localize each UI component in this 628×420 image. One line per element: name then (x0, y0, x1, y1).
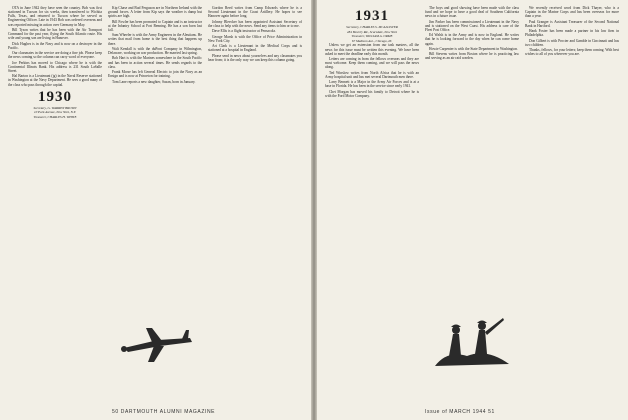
paragraph: Jim Parker has been commissioned a Lieutenant in the Navy and is stationed on the West Coast. His address is care of the Fleet Post Office. (425, 19, 519, 32)
paragraph: Bob Hart is with the Marines somewhere in the South Pacific and has been in action several times. He sends regards to the class. (108, 56, 202, 69)
secretary-line: Treasurer, CHARLES H. WHITE (33, 114, 77, 119)
paragraph: Hal Barton is a Lieutenant (jg) in the Naval Reserve stationed in Washington at the Navy Department. He sees a good many of the class who pass through the capital. (8, 74, 102, 87)
left-column-2 (108, 6, 202, 85)
paragraph: Tom Lane reports a new daughter, Susan, born in January. (112, 79, 196, 84)
airplane-illustration-icon (118, 318, 196, 370)
paragraph: Howie Carpenter is with the State Department in Washington. (429, 46, 518, 51)
class-year-heading: 1930 (38, 88, 72, 105)
secretary-line: 10 Park Avenue, New York, N.Y. (33, 110, 77, 115)
secretary-line: Treasurer, WILLIAM A. ORME (351, 34, 393, 39)
paragraph: Art Clark is a Lieutenant in the Medical Corps and is stationed at a hospital in England. (208, 44, 302, 53)
paragraph: Ted Winslow writes from North Africa that he is with an Army hospital unit and has met several Dartmouth men there. (325, 70, 419, 79)
soldiers-illustration-icon (427, 300, 513, 370)
paragraph: Please send in news about yourselves and any classmates you hear from; it is the only way we can keep this column going. (208, 53, 302, 62)
secretary-line: Secretary, G. WARREN BROWN (33, 105, 77, 110)
right-column-1 (325, 6, 419, 99)
paragraph: Frank Morse has left General Electric to join the Navy as an Ensign and is now at Princeton for training. (108, 70, 202, 79)
paragraph: Gordon Reed writes from Camp Edwards where he is a Second Lieutenant in the Coast Artillery. He hopes to see Hanover again before long. (208, 6, 302, 19)
paragraph: Walt Kendall is with the duPont Company in Wilmington, Delaware, working on war production. He married last spring. (108, 46, 202, 56)
paragraph: Bill Stevens writes from Boston where he is practicing law and serving as an air raid warden. (425, 52, 519, 61)
secretary-line: 284 Beverly Rd., Scarsdale, New York (346, 29, 398, 34)
right-page (317, 0, 628, 420)
left-column-3 (208, 6, 302, 63)
paragraph: Ed Walsh is in the Army and is now in England. He writes that he is looking forward to the day when he can come home again. (425, 33, 519, 46)
paragraph: We recently received word from Dick Thayer, who is a Captain in the Marine Corps and has been overseas for more than a year. (525, 6, 619, 19)
paragraph: Kip Chase and Bud Ferguson are in Northern Ireland with the ground forces. A letter from Kip says the weather is damp but spirits are high. (108, 6, 202, 19)
left-column-1 (8, 6, 102, 120)
paragraph: Our classmates in the service are doing a fine job. Please keep the news coming so the column can carry word of everyone. (8, 51, 102, 60)
paragraph: Larry Bennett is a Major in the Army Air Forces and is at a base in Florida. He has been in the service since early 1941. (325, 80, 419, 89)
paragraph: Bill Fowler has been promoted to Captain and is an instructor at the Infantry School at Fort Benning. He has a son born last fall. (108, 19, 202, 32)
left-page (0, 0, 311, 420)
page-footer: Issue of MARCH 1944 51 (425, 409, 495, 415)
right-column-2 (425, 6, 519, 62)
paragraph: Chet Morgan has moved his family to Detroit where he is with the Ford Motor Company. (325, 89, 419, 98)
paragraph: Dave Ellis is a flight instructor at Pensacola. (212, 29, 276, 34)
paragraph: Dick Hughes is in the Navy and is now on a destroyer in the Pacific. (8, 41, 102, 50)
paragraph: Hank Foster has been made a partner in his law firm in Philadelphia. (525, 29, 619, 38)
paragraph: Joe Perkins has moved to Chicago where he is with the Continental Illinois Bank. His address is 231 South LaSalle Street. (8, 60, 102, 73)
paragraph: OTA in June 1942 they have seen the country. Bob was first stationed in Tucson for six weeks, then transferred to Wichita Falls, Texas, and returned to Tucson where he served as Engineering Officer. Late in 1943 Bob was ordered overseas and was reported missing in action over Germany in May. (8, 6, 102, 27)
paragraph: Bill Tyson writes that he has been with the Air Transport Command for the past year, flying the South Atlantic route. His wife and young son are living in Hanover. (8, 27, 102, 41)
paragraph: Letters are coming in from the fellows overseas and they are most welcome. Keep them coming, and we will pass the news along. (325, 57, 419, 70)
paragraph: Paul Granger is Assistant Treasurer of the Second National Bank in Hartford. (525, 19, 619, 28)
paragraph: Unless we get an extension from our task masters, all the news for this issue must be written this evening. We have been asked to meet the deadline early this month. (325, 43, 419, 56)
class-year-heading: 1931 (355, 8, 389, 24)
paragraph: George Marsh is with the Office of Price Administration in New York City. (208, 34, 302, 43)
paragraph: The boys and good showing have been made with the class fund and we hope to have a good deal of Southern California news in a future issue. (425, 6, 519, 19)
secretary-line: 67 Madison Ave., Chicago, Ill. (351, 38, 393, 43)
secretary-line: Secretary, CHARLES S. MCALLISTER (346, 25, 398, 29)
page-footer: 50 DARTMOUTH ALUMNI MAGAZINE (112, 409, 216, 415)
paragraph: Johnny Bleecker has been appointed Assistant Secretary of the class to help with the news. Send any items to him or to me. (208, 19, 302, 28)
paragraph: Thanks, fellows, for your letters; keep them coming. With best wishes to all of you wherever you are. (525, 48, 619, 57)
paragraph: Sam Wheeler is with the Army Engineers in the Aleutians. He writes that mail from home is the best thing that happens up there. (108, 33, 202, 46)
right-column-3 (525, 6, 619, 58)
paragraph: Don Gilbert is with Procter and Gamble in Cincinnati and has two children. (525, 38, 619, 47)
